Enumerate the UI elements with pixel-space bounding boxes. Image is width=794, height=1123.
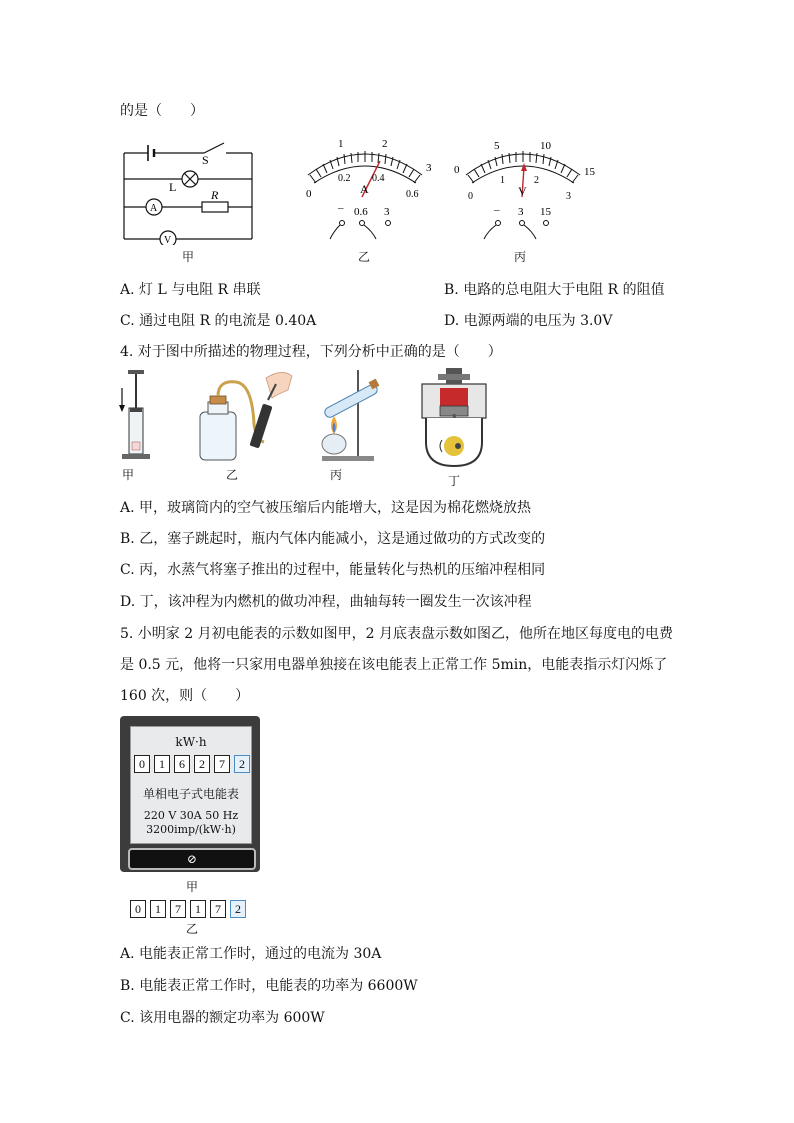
ammeter-top-1: 1 xyxy=(338,138,344,150)
ammeter-bot-3: 0.6 xyxy=(406,189,419,200)
fig-label-q5-jia: 甲 xyxy=(185,880,198,894)
voltmeter-terminal-3: 3 xyxy=(518,206,524,218)
meter-digit: 1 xyxy=(190,900,206,918)
bottle-pump-figure xyxy=(192,364,302,464)
meter-digit: 7 xyxy=(210,900,226,918)
meter-bottom-slot xyxy=(128,848,256,870)
test-tube-heating-figure xyxy=(312,368,392,464)
circuit-diagram xyxy=(118,135,258,245)
ammeter-terminal-3: 3 xyxy=(384,206,390,218)
fig-label-q4-ding: 丁 xyxy=(447,474,460,488)
meter-digit: 1 xyxy=(150,900,166,918)
resistor-label: R xyxy=(211,188,219,202)
q4-option-d: D. 丁，该冲程为内燃机的做功冲程，曲轴每转一圈发生一次该冲程 xyxy=(120,594,532,610)
q4-stem: 4. 对于图中所描述的物理过程，下列分析中正确的是（ ） xyxy=(120,344,502,360)
fig-label-jia: 甲 xyxy=(181,250,194,264)
meter-digits-yi xyxy=(130,900,246,918)
meter-spec2: 3200imp/(kW·h) xyxy=(146,823,236,836)
meter-digit: 1 xyxy=(154,755,170,773)
engine-stroke-figure xyxy=(418,366,490,470)
ammeter-bot-1: 0.2 xyxy=(338,173,351,184)
q3-option-b: B. 电路的总电阻大于电阻 R 的阻值 xyxy=(444,282,665,298)
ammeter-unit: A xyxy=(360,182,369,196)
q5-stem-line3: 160 次，则（ ） xyxy=(120,688,250,704)
energy-meter-face xyxy=(130,726,252,844)
meter-digit: 0 xyxy=(130,900,146,918)
q4-option-b: B. 乙，塞子跳起时，瓶内气体内能减小，这是通过做功的方式改变的 xyxy=(120,531,546,547)
ammeter-top-3: 3 xyxy=(426,162,432,174)
voltmeter-bot-0: 0 xyxy=(468,191,473,202)
q5-option-c: C. 该用电器的额定功率为 600W xyxy=(120,1010,325,1026)
voltmeter-top-3: 15 xyxy=(584,166,595,178)
q5-option-a: A. 电能表正常工作时，通过的电流为 30A xyxy=(120,946,382,962)
voltmeter-top-1: 5 xyxy=(494,140,500,152)
fig-label-yi: 乙 xyxy=(357,250,370,264)
meter-digit: 7 xyxy=(170,900,186,918)
ammeter-top-0: 0 xyxy=(306,188,312,200)
q5-stem-line1: 5. 小明家 2 月初电能表的示数如图甲，2 月底表盘示数如图乙，他所在地区每度电的电费 xyxy=(120,626,673,642)
q5-option-b: B. 电能表正常工作时，电能表的功率为 6600W xyxy=(120,978,418,994)
voltmeter-terminal-neg: – xyxy=(494,204,500,216)
ammeter-terminal-neg: – xyxy=(338,202,344,214)
switch-label: S xyxy=(202,153,209,167)
voltmeter-terminal-15: 15 xyxy=(540,206,551,218)
compression-tube-figure xyxy=(116,368,156,464)
meter-title: 单相电子式电能表 xyxy=(142,787,239,801)
fig-label-q4-bing: 丙 xyxy=(329,468,342,482)
fig-label-q5-yi: 乙 xyxy=(185,922,198,936)
energy-meter xyxy=(120,716,260,872)
voltmeter-top-0: 0 xyxy=(454,164,460,176)
voltmeter-unit: V xyxy=(518,184,527,198)
q5-stem-line2: 是 0.5 元，他将一只家用电器单独接在该电能表上正常工作 5min，电能表指示灯闪烁了 xyxy=(120,657,668,673)
ammeter-bot-2: 0.4 xyxy=(372,173,385,184)
meter-digit-decimal: 2 xyxy=(230,900,246,918)
meter-digit: 2 xyxy=(194,755,210,773)
voltmeter-bot-1: 1 xyxy=(500,175,505,186)
voltmeter-symbol: V xyxy=(164,235,172,245)
meter-digit-decimal: 2 xyxy=(234,755,250,773)
meter-digit: 0 xyxy=(134,755,150,773)
ammeter-terminal-0-6: 0.6 xyxy=(354,206,368,218)
fig-label-q4-jia: 甲 xyxy=(121,468,134,482)
slot-symbol-icon: ⊘ xyxy=(186,852,198,866)
q3-option-c: C. 通过电阻 R 的电流是 0.40A xyxy=(120,313,317,329)
ammeter-dial xyxy=(290,135,440,245)
q4-option-a: A. 甲，玻璃筒内的空气被压缩后内能增大，这是因为棉花燃烧放热 xyxy=(120,500,532,516)
meter-unit: kW·h xyxy=(175,735,207,749)
ammeter-symbol: A xyxy=(150,203,158,214)
fig-label-bing: 丙 xyxy=(513,250,526,264)
meter-digits-jia xyxy=(134,755,250,773)
voltmeter-bot-3: 3 xyxy=(566,191,571,202)
q4-option-c: C. 丙，水蒸气将塞子推出的过程中，能量转化与热机的压缩冲程相同 xyxy=(120,562,546,578)
meter-digit: 6 xyxy=(174,755,190,773)
q3-option-d: D. 电源两端的电压为 3.0V xyxy=(444,313,613,329)
voltmeter-top-2: 10 xyxy=(540,140,551,152)
meter-spec1: 220 V 30A 50 Hz xyxy=(143,809,239,822)
ammeter-top-2: 2 xyxy=(382,138,388,150)
lamp-label: L xyxy=(169,180,177,194)
q3-stem-tail: 的是（ ） xyxy=(120,103,204,119)
voltmeter-dial xyxy=(448,135,598,245)
meter-digit: 7 xyxy=(214,755,230,773)
fig-label-q4-yi: 乙 xyxy=(225,468,238,482)
q3-option-a: A. 灯 L 与电阻 R 串联 xyxy=(120,282,261,298)
voltmeter-bot-2: 2 xyxy=(534,175,539,186)
